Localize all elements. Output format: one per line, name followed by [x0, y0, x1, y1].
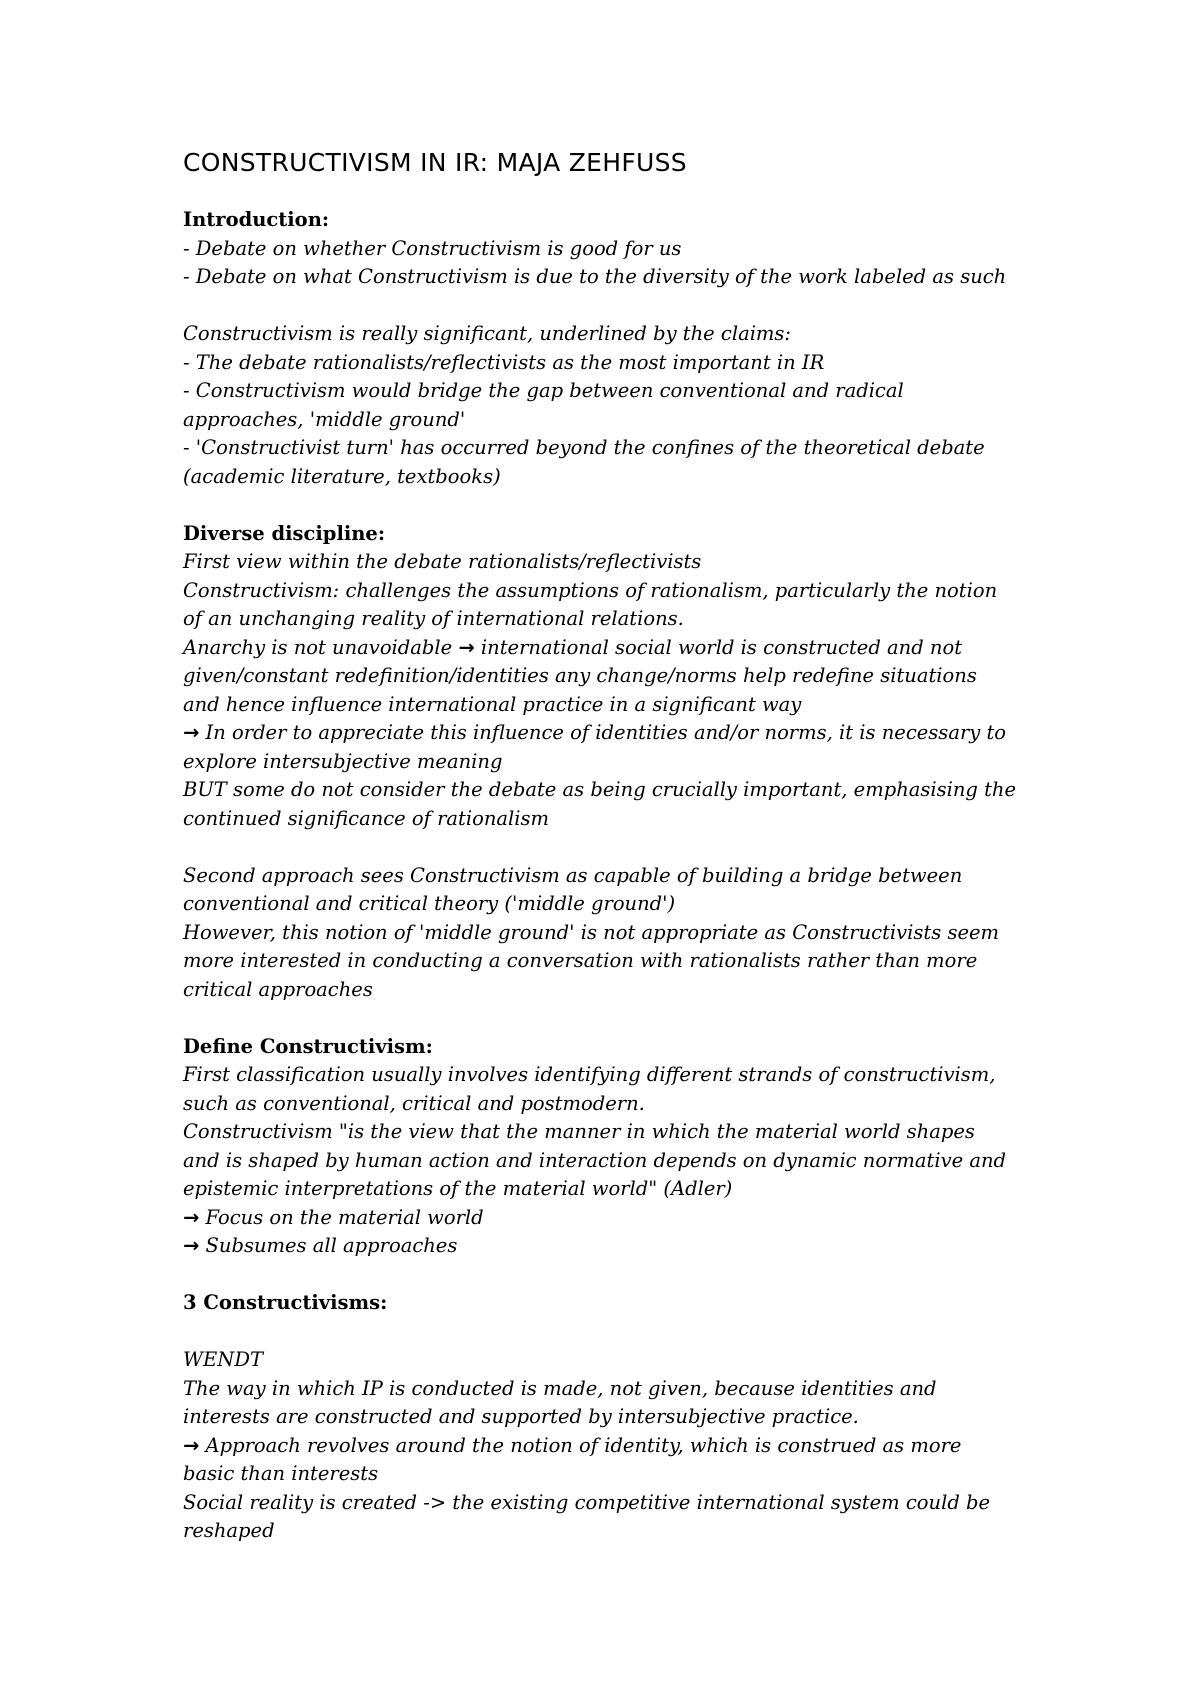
text-line: and hence influence international practice in a significant way	[183, 692, 802, 716]
text-line	[183, 634, 1063, 663]
text-line: Social reality is created -> the existing competitive international system could be	[183, 1490, 991, 1514]
arrow-icon: →	[183, 1234, 200, 1257]
section-introduction	[183, 206, 1063, 520]
arrow-icon: →	[183, 1205, 200, 1229]
text-line: However, this notion of 'middle ground' is not appropriate as Constructivists seem	[183, 920, 1000, 944]
text-line: such as conventional, critical and postmodern.	[183, 1091, 645, 1115]
document-body	[183, 148, 1063, 1546]
text-line: Constructivism: challenges the assumptions of rationalism, particularly the notion	[183, 578, 998, 602]
section-three-constructivisms	[183, 1289, 1063, 1546]
text-line	[183, 1204, 1063, 1233]
text-line: and is shaped by human action and interaction depends on dynamic normative and	[183, 1148, 1007, 1172]
text-segment: In order to appreciate this influence of identities and/or norms, it is necessary to	[199, 721, 1007, 744]
section-diverse-discipline	[183, 520, 1063, 1033]
text-line: First view within the debate rationalists/reflectivists	[183, 550, 702, 573]
text-line: - Constructivism would bridge the gap between conventional and radical	[183, 379, 904, 402]
text-line: interests are constructed and supported by intersubjective practice.	[183, 1405, 859, 1428]
text-segment: Anarchy is not unavoidable	[183, 635, 453, 659]
text-line: First classification usually involves identifying different strands of constructivism,	[183, 1063, 996, 1086]
text-line: critical approaches	[183, 977, 373, 1001]
heading-introduction: Introduction:	[183, 208, 330, 231]
text-line: BUT some do not consider the debate as being crucially important, emphasising the	[183, 778, 1017, 801]
text-line: - Debate on whether Constructivism is good for us	[183, 236, 682, 260]
text-segment: Subsumes all approaches	[199, 1234, 458, 1257]
text-segment: Approach revolves around the notion of identity, which is construed as more	[199, 1433, 962, 1457]
text-line: more interested in conducting a conversation with rationalists rather than more	[183, 949, 978, 972]
text-line: WENDT	[183, 1348, 263, 1371]
section-define-constructivism	[183, 1033, 1063, 1290]
text-line: continued significance of rationalism	[183, 806, 549, 830]
text-line: - 'Constructivist turn' has occurred beyond the confines of the theoretical debate	[183, 436, 985, 459]
text-line: approaches, 'middle ground'	[183, 407, 466, 431]
text-line	[183, 719, 1063, 748]
text-line	[183, 1232, 1063, 1261]
text-line: The way in which IP is conducted is made, not given, because identities and	[183, 1376, 937, 1400]
arrow-icon: →	[458, 635, 475, 659]
text-line: given/constant redefinition/identities any change/norms help redefine situations	[183, 664, 977, 687]
text-line: - The debate rationalists/reflectivists as the most important in IR	[183, 350, 825, 374]
text-line	[183, 1432, 1063, 1461]
text-line: of an unchanging reality of international relations.	[183, 607, 684, 630]
text-segment: Focus on the material world	[199, 1205, 484, 1229]
text-line: Constructivism is really significant, underlined by the claims:	[183, 322, 792, 345]
text-line: - Debate on what Constructivism is due to the diversity of the work labeled as such	[183, 265, 1007, 288]
text-line: basic than interests	[183, 1462, 379, 1485]
text-line: (academic literature, textbooks)	[183, 464, 501, 488]
text-line: reshaped	[183, 1519, 275, 1542]
text-line: explore intersubjective meaning	[183, 749, 503, 773]
arrow-icon: →	[183, 1433, 200, 1457]
heading-diverse-discipline: Diverse discipline:	[183, 521, 386, 545]
text-line: conventional and critical theory ('middle ground')	[183, 892, 676, 915]
arrow-icon: →	[183, 721, 200, 744]
heading-define-constructivism: Define Constructivism:	[183, 1034, 433, 1058]
document-title: CONSTRUCTIVISM IN IR: MAJA ZEHFUSS	[183, 148, 687, 177]
text-line: Second approach sees Constructivism as capable of building a bridge between	[183, 863, 963, 887]
text-line: Constructivism "is the view that the manner in which the material world shapes	[183, 1120, 975, 1143]
text-line: epistemic interpretations of the material world" (Adler)	[183, 1177, 733, 1200]
text-segment: international social world is constructed and not	[474, 635, 963, 659]
heading-three-constructivisms: 3 Constructivisms:	[183, 1291, 388, 1314]
